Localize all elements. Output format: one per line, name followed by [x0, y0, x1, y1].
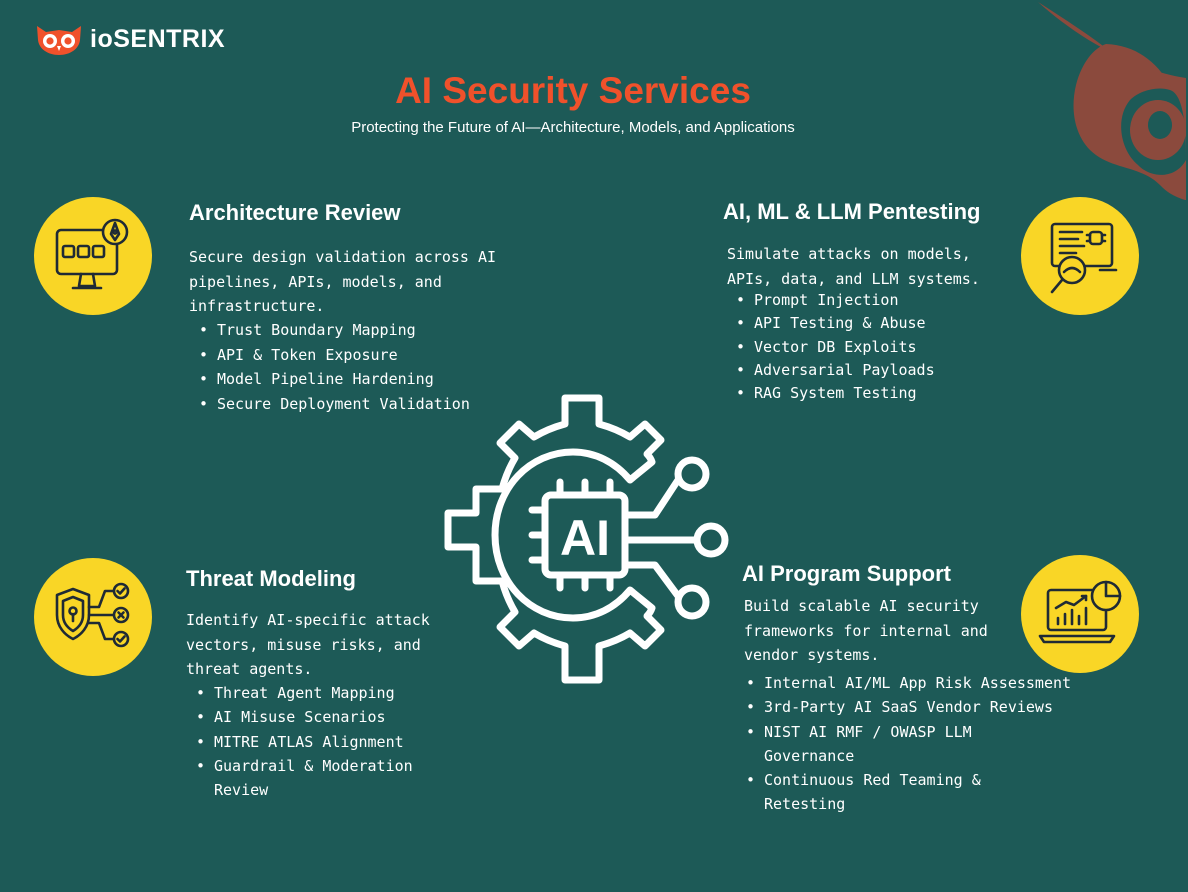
program-support-icon-circle [1021, 555, 1139, 673]
architecture-review-title: Architecture Review [189, 200, 401, 225]
page-title: AI Security Services [395, 70, 751, 111]
architecture-review-description: Secure design validation across AI pipelines, APIs, models, and infrastructure. [189, 248, 497, 315]
list-item: • AI Misuse Scenarios [187, 705, 442, 729]
threat-modeling-list [187, 681, 442, 802]
pentesting-description: Simulate attacks on models, APIs, data, and LLM systems. [727, 245, 980, 288]
program-support-title: AI Program Support [742, 561, 952, 586]
brand-logo[interactable] [34, 22, 225, 56]
list-item: • Secure Deployment Validation [190, 392, 500, 417]
page-subtitle: Protecting the Future of AI—Architecture, Models, and Applications [351, 119, 795, 136]
list-item: • MITRE ATLAS Alignment [187, 730, 442, 754]
list-item: • NIST AI RMF / OWASP LLM Governance [737, 720, 1014, 769]
list-item: • Guardrail & Moderation Review [187, 754, 442, 803]
list-item: • Model Pipeline Hardening [190, 367, 500, 392]
ai-chip-label: AI [560, 510, 610, 566]
list-item: • Threat Agent Mapping [187, 681, 442, 705]
pentesting-title: AI, ML & LLM Pentesting [723, 199, 981, 224]
program-support-list [737, 671, 1082, 817]
list-item: • RAG System Testing [727, 382, 987, 405]
list-item: • Adversarial Payloads [727, 359, 987, 382]
list-item: • 3rd-Party AI SaaS Vendor Reviews [737, 695, 1082, 719]
program-support-description: Build scalable AI security frameworks for internal and vendor systems. [744, 597, 988, 664]
monitor-security-icon [51, 216, 135, 296]
threat-modeling-title: Threat Modeling [186, 566, 356, 591]
threat-modeling-description: Identify AI-specific attack vectors, misuse risks, and threat agents. [186, 611, 430, 678]
list-item: • Vector DB Exploits [727, 336, 987, 359]
list-item: • Internal AI/ML App Risk Assessment [737, 671, 1082, 695]
pentesting-list [727, 289, 987, 405]
screen-magnifier-bug-icon [1038, 214, 1122, 298]
ai-gear-chip-icon [440, 390, 740, 690]
brand-name: ioSENTRIX [90, 24, 226, 53]
threat-modeling-icon-circle [34, 558, 152, 676]
pentesting-icon-circle [1021, 197, 1139, 315]
list-item: • API & Token Exposure [190, 343, 500, 368]
laptop-chart-icon [1034, 574, 1126, 654]
list-item: • Continuous Red Teaming & Retesting [737, 768, 1014, 817]
list-item: • Prompt Injection [727, 289, 987, 312]
list-item: • API Testing & Abuse [727, 312, 987, 335]
list-item: • Trust Boundary Mapping [190, 318, 500, 343]
owl-logo-icon [34, 22, 84, 56]
shield-lock-checklist-icon [49, 577, 137, 657]
architecture-icon-circle [34, 197, 152, 315]
